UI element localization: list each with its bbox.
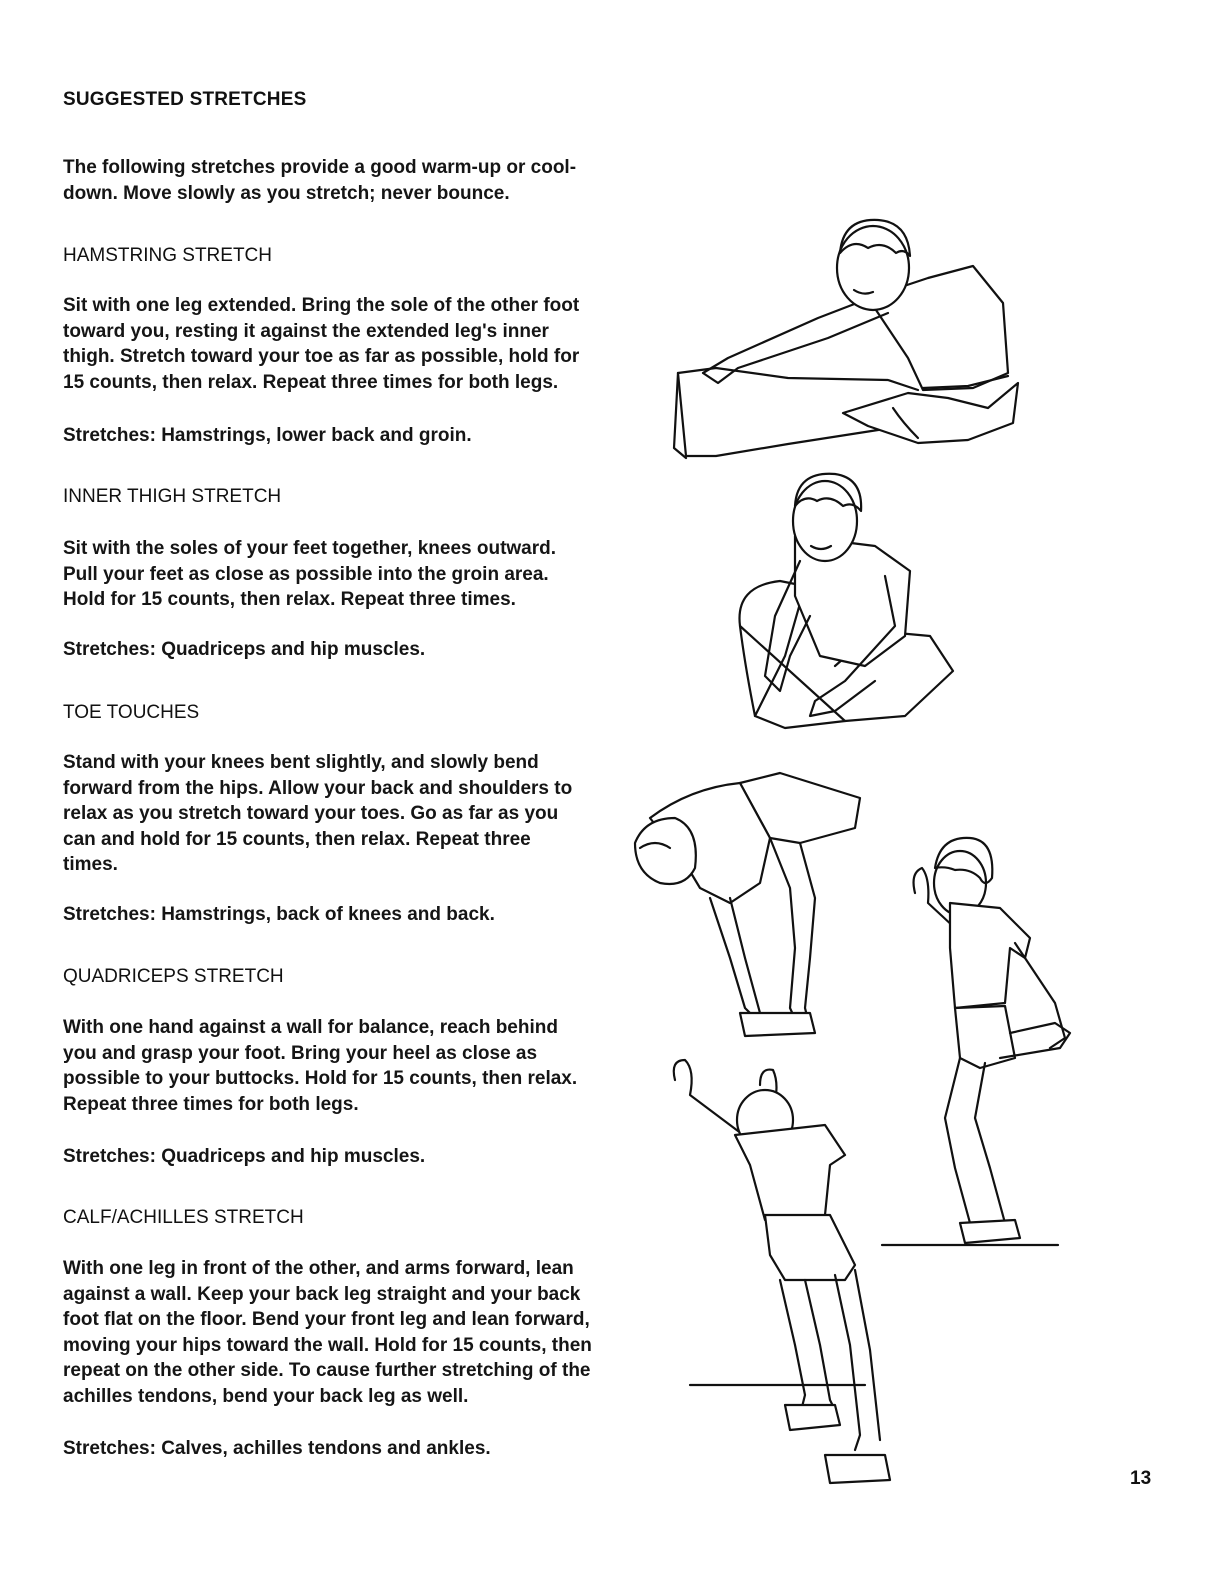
- section-body: [63, 536, 643, 613]
- body-line: times.: [63, 854, 118, 875]
- body-line: Pull your feet as close as possible into the groin area.: [63, 563, 549, 585]
- section-calf-achilles: [63, 1205, 643, 1230]
- body-line: toward you, resting it against the extended leg's inner: [63, 320, 549, 342]
- body-line: 15 counts, then relax. Repeat three times for both legs.: [63, 371, 559, 393]
- section-heading: HAMSTRING STRETCH: [63, 245, 272, 266]
- stretches-line: Stretches: Quadriceps and hip muscles.: [63, 639, 426, 660]
- calf-achilles-stretch-illustration: [655, 1055, 895, 1490]
- body-line: Hold for 15 counts, then relax. Repeat three times.: [63, 589, 516, 610]
- body-line: forward from the hips. Allow your back and shoulders to: [63, 777, 573, 799]
- page-number: 13: [1130, 1468, 1152, 1489]
- section-heading: INNER THIGH STRETCH: [63, 486, 282, 507]
- toe-touch-illustration: [630, 768, 870, 1043]
- section-heading: QUADRICEPS STRETCH: [63, 966, 284, 987]
- body-line: against a wall. Keep your back leg straight and your back: [63, 1283, 581, 1305]
- section-quadriceps: [63, 964, 643, 989]
- body-line: achilles tendons, bend your back leg as well.: [63, 1385, 469, 1407]
- intro-line: down. Move slowly as you stretch; never bounce.: [63, 182, 510, 204]
- body-line: moving your hips toward the wall. Hold for 15 counts, then: [63, 1334, 592, 1356]
- body-line: repeat on the other side. To cause further stretching of the: [63, 1360, 591, 1381]
- page-title: SUGGESTED STRETCHES: [63, 89, 307, 110]
- body-line: possible to your buttocks. Hold for 15 counts, then relax.: [63, 1068, 578, 1089]
- section-heading: CALF/ACHILLES STRETCH: [63, 1207, 304, 1228]
- body-line: Stand with your knees bent slightly, and slowly bend: [63, 752, 539, 773]
- quadriceps-stretch-illustration: [880, 828, 1080, 1263]
- stretches-line: Stretches: Calves, achilles tendons and ankles.: [63, 1438, 491, 1459]
- hamstring-stretch-illustration: [668, 208, 1028, 463]
- section-body: [63, 1015, 643, 1117]
- body-line: Sit with one leg extended. Bring the sole of the other foot: [63, 295, 580, 316]
- body-line: With one hand against a wall for balance, reach behind: [63, 1017, 558, 1038]
- section-body: [63, 293, 643, 395]
- body-line: With one leg in front of the other, and arms forward, lean: [63, 1258, 574, 1279]
- section-toe-touches: [63, 700, 643, 725]
- section-body: [63, 750, 643, 878]
- body-line: relax as you stretch toward your toes. Go as far as you: [63, 803, 559, 824]
- stretches-line: Stretches: Quadriceps and hip muscles.: [63, 1146, 426, 1167]
- body-line: can and hold for 15 counts, then relax. Repeat three: [63, 828, 531, 850]
- stretches-line: Stretches: Hamstrings, back of knees and back.: [63, 904, 495, 925]
- body-line: thigh. Stretch toward your toe as far as possible, hold for: [63, 346, 580, 367]
- body-line: Repeat three times for both legs.: [63, 1093, 359, 1115]
- stretches-line: Stretches: Hamstrings, lower back and groin.: [63, 425, 472, 446]
- body-line: foot flat on the floor. Bend your front leg and lean forward,: [63, 1309, 590, 1330]
- body-line: you and grasp your foot. Bring your heel as close as: [63, 1042, 538, 1064]
- section-heading: TOE TOUCHES: [63, 702, 200, 723]
- section-hamstring: [63, 243, 643, 268]
- intro-paragraph: [63, 155, 643, 206]
- intro-line: The following stretches provide a good warm-up or cool-: [63, 157, 577, 178]
- section-body: [63, 1256, 643, 1409]
- section-inner-thigh: [63, 484, 643, 509]
- body-line: Sit with the soles of your feet together, knees outward.: [63, 538, 557, 559]
- inner-thigh-stretch-illustration: [725, 466, 955, 736]
